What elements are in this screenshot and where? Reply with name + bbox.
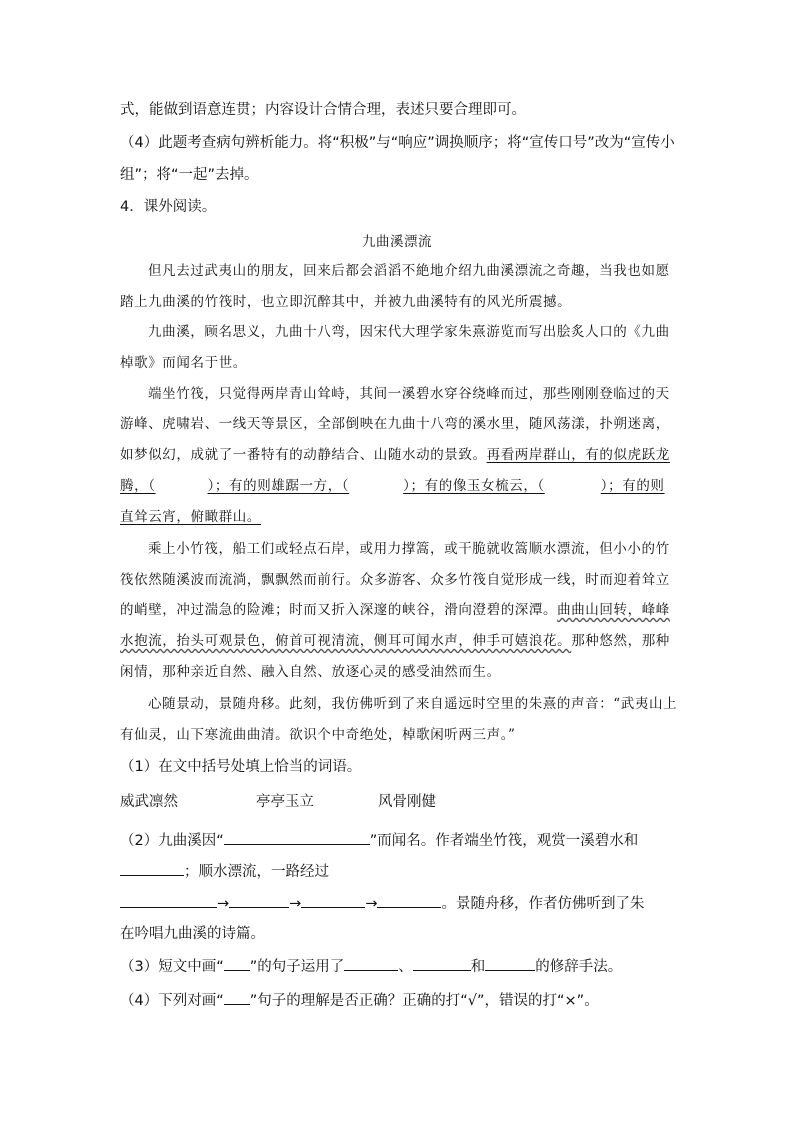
passage-line bbox=[120, 600, 670, 620]
question-1: （1）在文中括号处填上恰当的词语。 bbox=[120, 759, 362, 775]
underlined-sentence-end: 直耸云宵，俯瞰群山。 bbox=[120, 509, 261, 525]
passage-text: 腾，（ bbox=[120, 478, 156, 494]
passage-title: 九曲溪漂流 bbox=[362, 234, 432, 250]
question-2-line-4: 在吟唱九曲溪的诗篇。 bbox=[120, 926, 265, 942]
wavy-underlined-sentence: 曲曲山回转，峰峰 bbox=[557, 602, 670, 618]
question-2-line-3 bbox=[120, 893, 644, 914]
passage-line: 心随景动，景随舟移。此刻，我仿佛听到了来自遥远时空里的朱熹的声音：“武夷山上 bbox=[148, 696, 678, 712]
answer-blank[interactable] bbox=[120, 861, 184, 876]
option-3: 风骨刚健 bbox=[378, 794, 436, 810]
passage-line: 踏上九曲溪的竹筏时，也立即沉醉其中，并被九曲溪特有的风光所震撼。 bbox=[120, 294, 572, 310]
passage-text: 那种悠然，那种 bbox=[571, 633, 670, 649]
passage-text: 如梦似幻，成就了一番特有的动静结合、山随水动的景致。 bbox=[120, 447, 487, 463]
passage-line: 筏依然随溪波而流淌，飘飘然而前行。众多游客、众多竹筏自觉形成一线，时而迎着耸立 bbox=[120, 572, 670, 588]
passage-text: ）；有的像玉女梳云，（ bbox=[403, 478, 545, 494]
passage-line: 闲情，那种亲近自然、融入自然、放逐心灵的感受油然而生。 bbox=[120, 664, 501, 680]
answer-line-1: 式，能做到语意连贯；内容设计合情合理，表述只要合理即可。 bbox=[120, 102, 526, 118]
passage-text: ）；有的则 bbox=[600, 478, 665, 494]
underline-sample bbox=[224, 956, 250, 971]
question-4-label: 4．课外阅读。 bbox=[120, 199, 217, 215]
question-text: 和 bbox=[470, 959, 486, 975]
passage-line bbox=[120, 445, 670, 465]
passage-text: 的峭壁，冲过湍急的险滩；时而又折入深邃的峡谷，滑向澄碧的深潭。 bbox=[120, 602, 558, 618]
passage-line: 端坐竹筏，只觉得两岸青山耸峙，其间一溪碧水穿谷绕峰而过，那些刚刚登临过的天 bbox=[148, 386, 670, 402]
passage-line: 游峰、虎啸岩、一线天等景区，全部倒映在九曲十八弯的溪水里，随风荡漾，扑朔迷离， bbox=[120, 416, 670, 432]
underline-sample bbox=[224, 990, 250, 1005]
question-text: （4）下列对画“ bbox=[120, 993, 224, 1009]
passage-line: 棹歌》而闻名于世。 bbox=[120, 355, 247, 371]
question-text: （2）九曲溪因“ bbox=[120, 833, 224, 849]
arrow-icon: → bbox=[217, 896, 230, 912]
answer-blank[interactable] bbox=[301, 893, 365, 908]
question-2-line-2 bbox=[120, 861, 329, 882]
answer-blank[interactable] bbox=[485, 956, 535, 971]
question-text: ”句子的理解是否正确？正确的打“√”，错误的打“×”。 bbox=[249, 993, 599, 1009]
underlined-sentence: 再看两岸群山，有的似虎跃龙 bbox=[486, 447, 670, 463]
answer-blank[interactable] bbox=[229, 893, 289, 908]
question-text: ”而闻名。作者端坐竹筏，观赏一溪碧水和 bbox=[369, 833, 639, 849]
wavy-underlined-sentence: 水抱流，抬头可观景色，俯首可视清流，侧耳可闻水声，伸手可嬉浪花。 bbox=[120, 633, 572, 649]
answer-blank[interactable] bbox=[344, 956, 398, 971]
passage-line: 九曲溪，顾名思义，九曲十八弯，因宋代大理学家朱熹游览而写出脍炙人口的《九曲 bbox=[148, 324, 670, 340]
question-text: （3）短文中画“ bbox=[120, 959, 224, 975]
question-text: 、 bbox=[398, 959, 413, 975]
question-text: ；顺水漂流，一路经过 bbox=[184, 864, 329, 880]
answer-blank[interactable] bbox=[120, 893, 217, 908]
question-4 bbox=[120, 990, 599, 1011]
question-text: ”的句子运用了 bbox=[249, 959, 345, 975]
underlined-sentence-line bbox=[120, 476, 665, 496]
answer-blank[interactable] bbox=[413, 956, 471, 971]
passage-line: 乘上小竹筏，船工们或轻点石岸，或用力撑篙，或干脆就收篙顺水漂流，但小小的竹 bbox=[148, 541, 670, 557]
question-2-line-1 bbox=[120, 830, 638, 851]
arrow-icon: → bbox=[365, 896, 378, 912]
question-text: 的修辞手法。 bbox=[535, 959, 623, 975]
question-3 bbox=[120, 956, 622, 977]
answer-line-3: 组”；将“一起”去掉。 bbox=[120, 167, 259, 183]
answer-blank[interactable] bbox=[377, 893, 441, 908]
option-2: 亭亭玉立 bbox=[256, 794, 314, 810]
option-1: 威武凛然 bbox=[120, 794, 178, 810]
passage-line bbox=[120, 631, 670, 651]
arrow-icon: → bbox=[289, 896, 302, 912]
passage-text: ）；有的则雄踞一方，（ bbox=[207, 478, 350, 494]
answer-line-2: （4）此题考查病句辨析能力。将“积极”与“响应”调换顺序；将“宣传口号”改为“宣传小 bbox=[120, 135, 675, 151]
question-1-options bbox=[120, 792, 436, 812]
question-text: 。景随舟移，作者仿佛听到了朱 bbox=[441, 896, 645, 912]
passage-line: 有仙灵，山下寒流曲曲清。欲识个中奇绝处，棹歌闲听两三声。” bbox=[120, 727, 516, 743]
answer-blank[interactable] bbox=[224, 830, 370, 845]
passage-line: 但凡去过武夷山的朋友，回来后都会滔滔不絶地介绍九曲溪漂流之奇趣，当我也如愿 bbox=[148, 263, 670, 279]
